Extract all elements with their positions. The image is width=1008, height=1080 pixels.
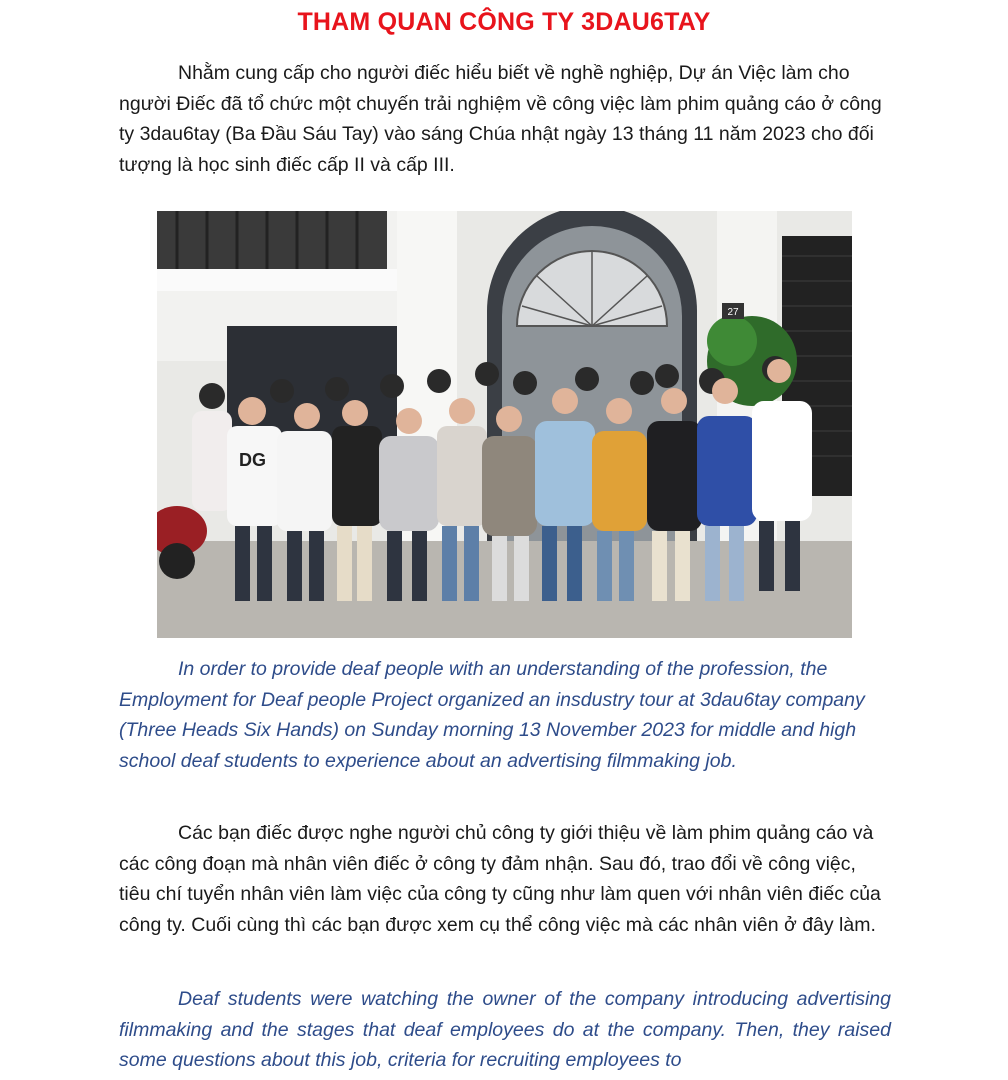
group-photo <box>157 211 852 638</box>
paragraph-english-activities: Deaf students were watching the owner of the company introducing advertising filmmaking and the stages that deaf employees do at the company. Then, they raised some questions about this job, criteria for recruiting employees to <box>119 988 891 1071</box>
paragraph-vietnamese-activities: Các bạn điếc được nghe người chủ công ty giới thiệu về làm phim quảng cáo và các công đoạn mà nhân viên điếc ở công ty đảm nhận. Sau đó, trao đổi về công việc, tiêu chí tuyển nhân viên làm việc của công ty cũng như làm quen với nhân viên điếc của công ty. Cuối cùng thì các bạn được xem cụ thể công việc mà các nhân viên ở đây làm. <box>119 822 881 936</box>
house-number: 27 <box>727 307 739 318</box>
svg-text:DG: DG <box>239 450 266 470</box>
group-photo-illustration <box>157 211 852 638</box>
paragraph-english-intro: In order to provide deaf people with an understanding of the profession, the Employment for Deaf people Project organized an insdustry tour at 3dau6tay company (Three Heads Six Hands) on Sunday morning 13 November 2023 for middle and high school deaf students to experience about an advertising filmmaking job. <box>119 658 865 772</box>
document-title: THAM QUAN CÔNG TY 3DAU6TAY <box>297 8 711 36</box>
paragraph-vietnamese-intro: Nhằm cung cấp cho người điếc hiểu biết về nghề nghiệp, Dự án Việc làm cho người Điếc đã tổ chức một chuyến trải nghiệm về công việc làm phim quảng cáo ở công ty 3dau6tay (Ba Đầu Sáu Tay) vào sáng Chúa nhật ngày 13 tháng 11 năm 2023 cho đối tượng là học sinh điếc cấp II và cấp III. <box>119 62 882 176</box>
